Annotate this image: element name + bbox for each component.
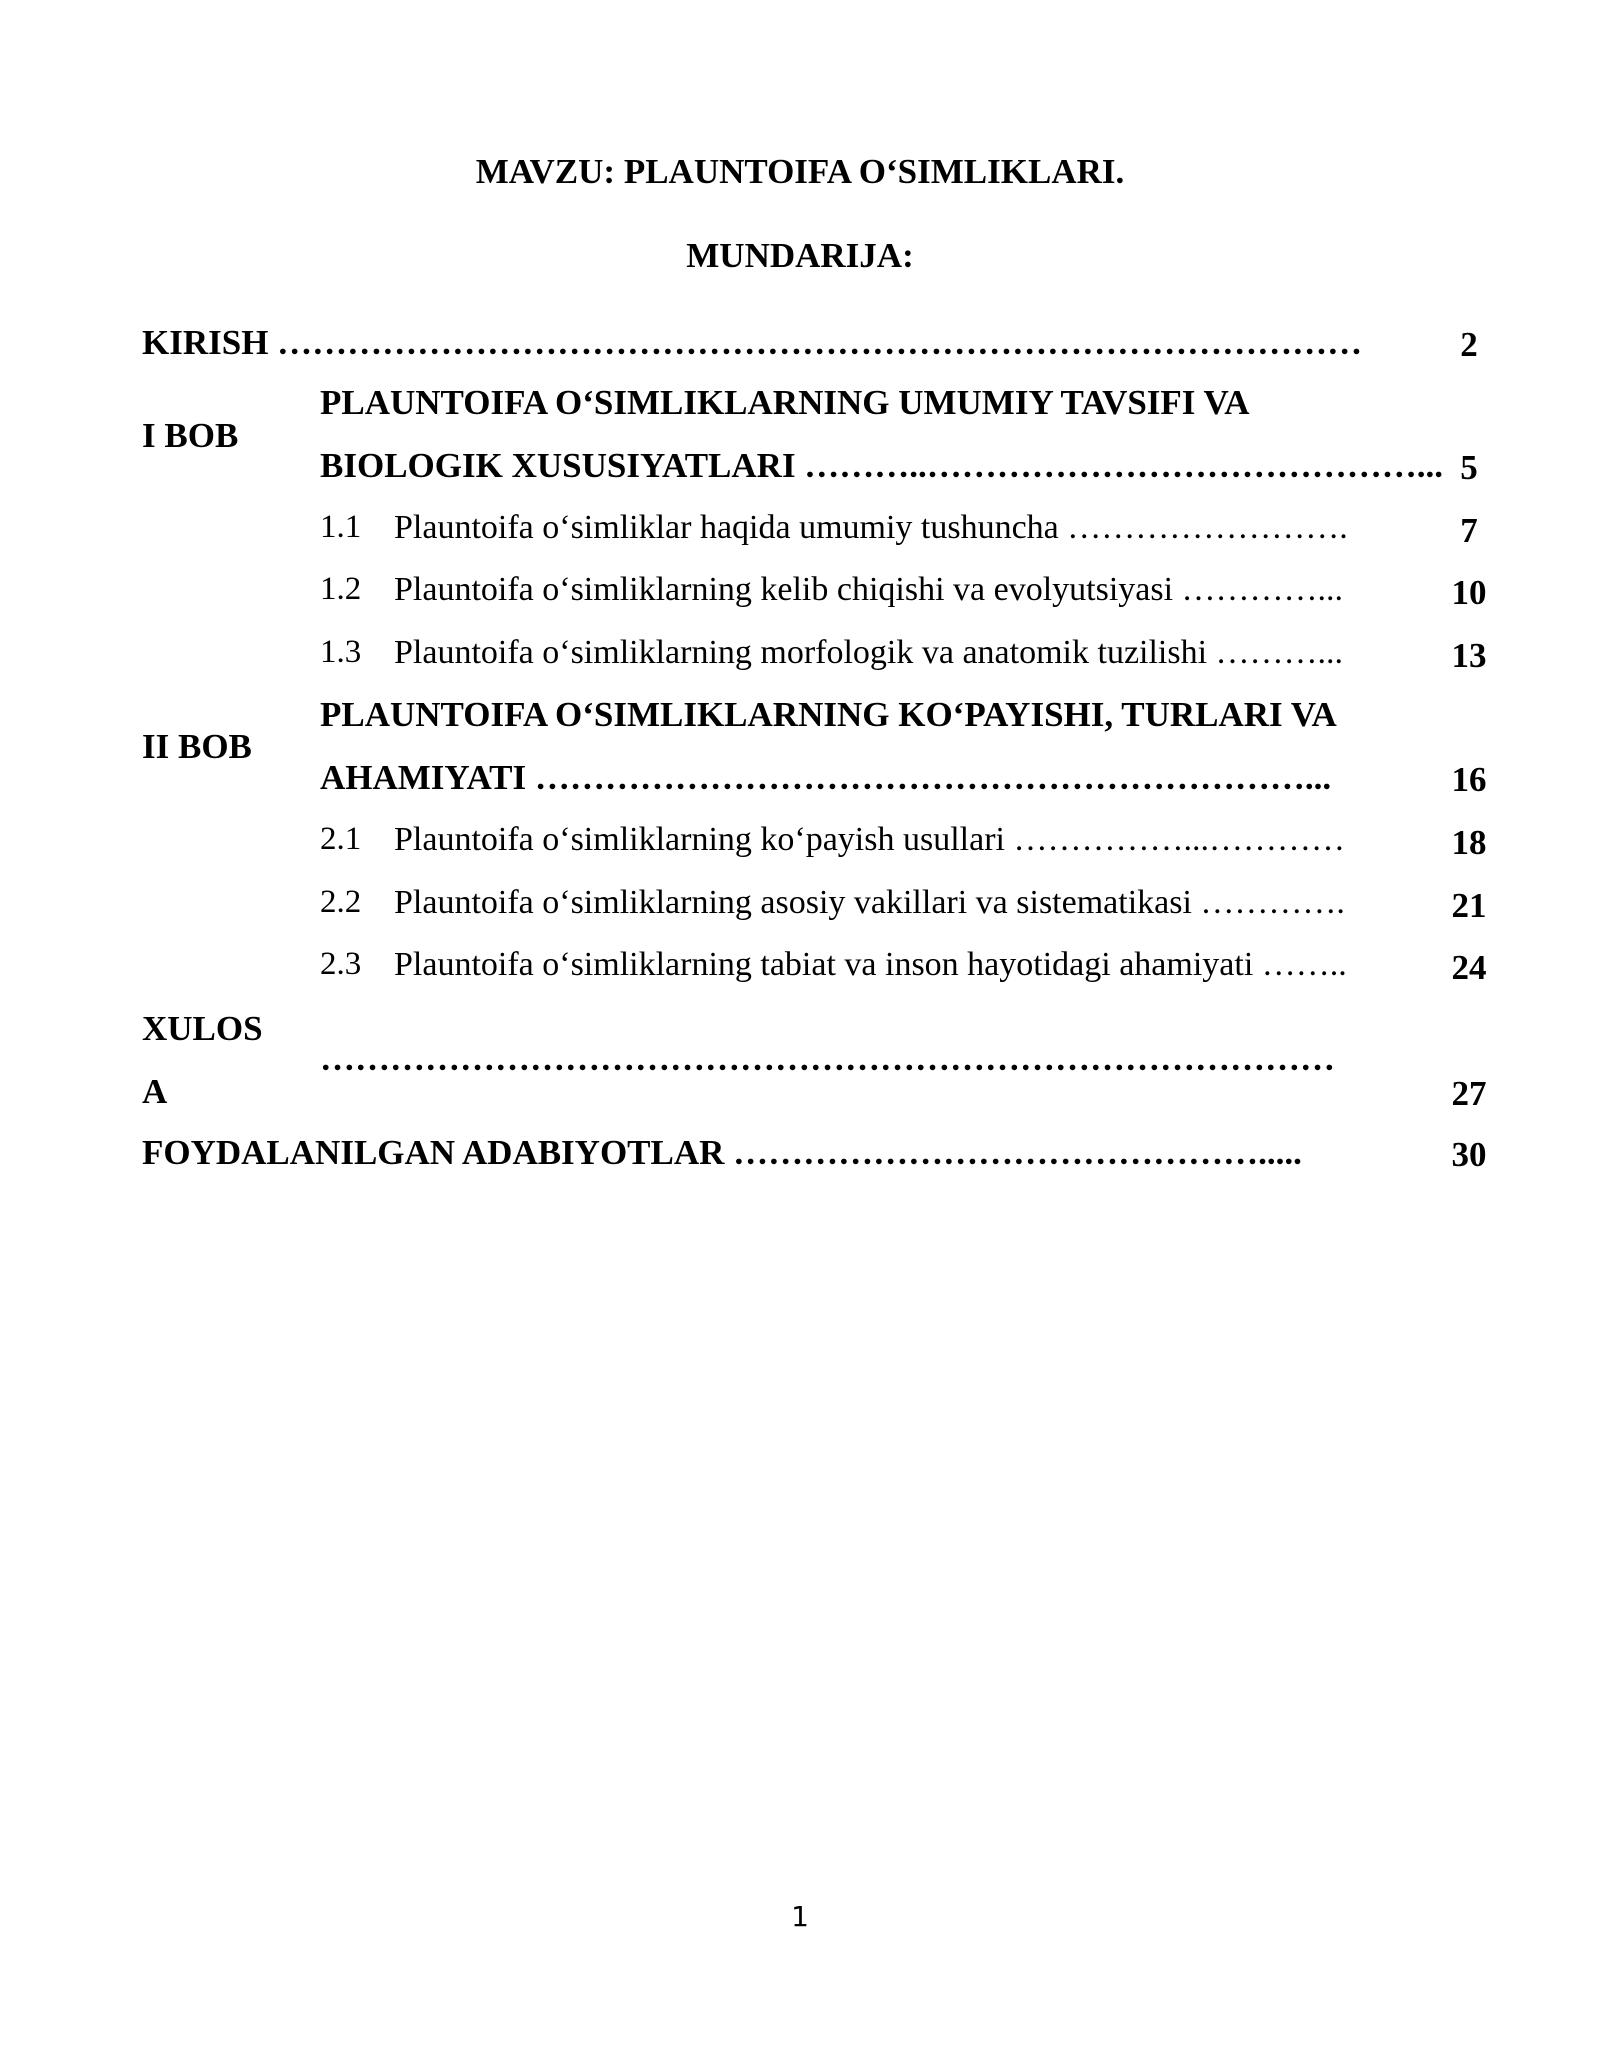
references-page: 30	[1451, 1135, 1487, 1174]
conclusion-label-line2: A	[142, 1072, 168, 1111]
section-1-1-page: 7	[1460, 511, 1478, 550]
toc-intro-page: 2	[1460, 325, 1478, 364]
section-1-1-title[interactable]: Plauntoifa o‘simliklar haqida umumiy tushuncha …………………….	[394, 509, 1348, 546]
chapter2-page: 16	[1451, 760, 1487, 799]
document-title: MAVZU: PLAUNTOIFA O‘SIMLIKLARI.	[475, 152, 1125, 191]
section-2-3-page: 24	[1451, 948, 1487, 987]
chapter1-title-line1[interactable]: PLAUNTOIFA O‘SIMLIKLARNING UMUMIY TAVSIFI VA	[320, 383, 1250, 422]
section-2-1-number: 2.1	[320, 821, 362, 857]
section-2-2-title[interactable]: Plauntoifa o‘simliklarning asosiy vakillari va sistematikasi ………….	[394, 884, 1345, 921]
section-1-3-page: 13	[1451, 636, 1487, 675]
section-2-3-title[interactable]: Plauntoifa o‘simliklarning tabiat va inson hayotidagi ahamiyati ……..	[394, 946, 1347, 983]
toc-heading: MUNDARIJA:	[686, 236, 914, 275]
toc-references[interactable]: FOYDALANILGAN ADABIYOTLAR ……………………………………….....	[142, 1133, 1302, 1172]
section-1-2-number: 1.2	[320, 571, 362, 607]
conclusion-page: 27	[1451, 1074, 1487, 1113]
section-1-2-title[interactable]: Plauntoifa o‘simliklarning kelib chiqishi va evolyutsiyasi …………...	[394, 571, 1344, 608]
section-1-3-number: 1.3	[320, 634, 362, 670]
chapter1-title-line2[interactable]: BIOLOGIK XUSUSIYATLARI ………..……………………………………...	[320, 446, 1444, 485]
page-number: 1	[791, 1900, 809, 1933]
section-2-3-number: 2.3	[320, 946, 362, 982]
conclusion-leader-dots[interactable]: ……………………………………………………………………………	[320, 1039, 1335, 1078]
section-2-2-page: 21	[1451, 886, 1487, 925]
chapter1-label: I BOB	[142, 416, 239, 455]
chapter2-label: II BOB	[142, 727, 252, 766]
chapter2-title-line2[interactable]: AHAMIYATI …………………………………………………………...	[320, 758, 1332, 797]
chapter2-title-line1[interactable]: PLAUNTOIFA O‘SIMLIKLARNING KO‘PAYISHI, TURLARI VA	[320, 695, 1337, 734]
section-2-1-title[interactable]: Plauntoifa o‘simliklarning ko‘payish usullari ……………...…………	[394, 821, 1345, 858]
section-1-2-page: 10	[1451, 573, 1487, 612]
section-2-1-page: 18	[1451, 823, 1487, 862]
section-1-1-number: 1.1	[320, 509, 362, 545]
section-1-3-title[interactable]: Plauntoifa o‘simliklarning morfologik va anatomik tuzilishi ………...	[394, 634, 1344, 671]
section-2-2-number: 2.2	[320, 884, 362, 920]
chapter1-page: 5	[1460, 448, 1478, 487]
toc-intro[interactable]: KIRISH …………………………………………………………………………………	[142, 323, 1363, 362]
conclusion-label-line1: XULOS	[142, 1009, 263, 1048]
